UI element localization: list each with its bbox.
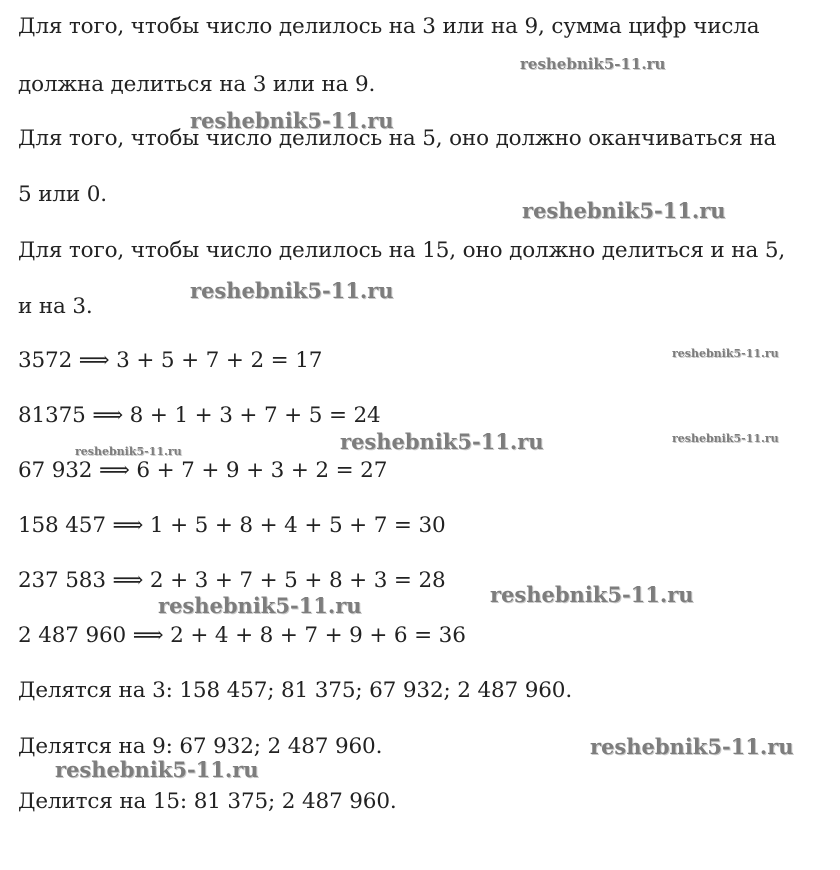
watermark-2: reshebnik5-11.ru xyxy=(190,108,394,133)
watermark-5: reshebnik5-11.ru xyxy=(672,347,779,360)
conclusion-line-3: Делится на 15: 81 375; 2 487 960. xyxy=(18,789,397,814)
text-line-1: Для того, чтобы число делилось на 3 или на 9, сумма цифр числа xyxy=(18,14,760,39)
equation-line-1: 3572 ⟹ 3 + 5 + 7 + 2 = 17 xyxy=(18,348,323,373)
watermark-6: reshebnik5-11.ru xyxy=(340,429,544,454)
text-line-2: должна делиться на 3 или на 9. xyxy=(18,72,376,97)
watermark-12: reshebnik5-11.ru xyxy=(55,757,259,782)
watermark-8: reshebnik5-11.ru xyxy=(75,445,182,458)
text-line-6: и на 3. xyxy=(18,294,93,319)
equation-line-5: 237 583 ⟹ 2 + 3 + 7 + 5 + 8 + 3 = 28 xyxy=(18,568,446,593)
equation-line-3: 67 932 ⟹ 6 + 7 + 9 + 3 + 2 = 27 xyxy=(18,458,388,483)
equation-line-4: 158 457 ⟹ 1 + 5 + 8 + 4 + 5 + 7 = 30 xyxy=(18,513,446,538)
equation-line-2: 81375 ⟹ 8 + 1 + 3 + 7 + 5 = 24 xyxy=(18,403,381,428)
watermark-4: reshebnik5-11.ru xyxy=(190,278,394,303)
watermark-7: reshebnik5-11.ru xyxy=(672,432,779,445)
conclusion-line-2: Делятся на 9: 67 932; 2 487 960. xyxy=(18,734,383,759)
watermark-11: reshebnik5-11.ru xyxy=(590,734,794,759)
conclusion-line-1: Делятся на 3: 158 457; 81 375; 67 932; 2 487 960. xyxy=(18,678,573,703)
watermark-9: reshebnik5-11.ru xyxy=(490,582,694,607)
watermark-1: reshebnik5-11.ru xyxy=(520,55,666,73)
watermark-3: reshebnik5-11.ru xyxy=(522,198,726,223)
text-line-3: Для того, чтобы число делилось на 5, оно должно оканчиваться на xyxy=(18,126,777,151)
text-line-5: Для того, чтобы число делилось на 15, оно должно делиться и на 5, xyxy=(18,238,786,263)
text-line-4: 5 или 0. xyxy=(18,182,107,207)
watermark-10: reshebnik5-11.ru xyxy=(158,593,362,618)
equation-line-6: 2 487 960 ⟹ 2 + 4 + 8 + 7 + 9 + 6 = 36 xyxy=(18,623,466,648)
